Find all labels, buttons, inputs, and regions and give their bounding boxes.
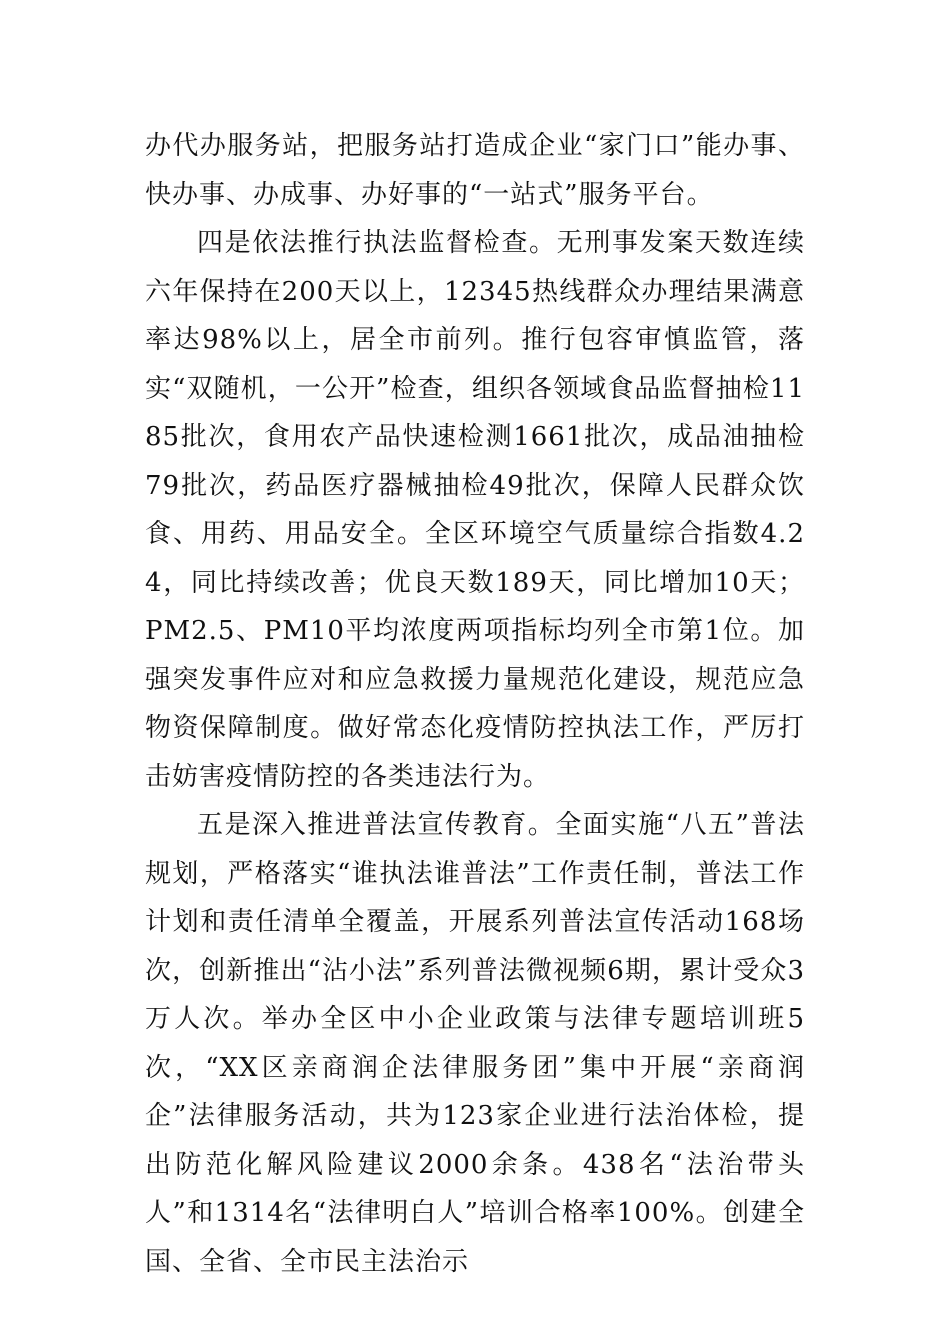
document-page: [145, 122, 805, 1286]
paragraph-law-enforcement-supervision: 四是依法推行执法监督检查。无刑事发案天数连续六年保持在200天以上，12345热线群众办理结果满意率达98%以上，居全市前列。推行包容审慎监管，落实“双随机，一公开”检查，组织各领域食品监督抽检1185批次，食用农产品快速检测1661批次，成品油抽检79批次，药品医疗器械抽检49批次，保障人民群众饮食、用药、用品安全。全区环境空气质量综合指数4.24，同比持续改善；优良天数189天，同比增加10天；PM2.5、PM10平均浓度两项指标均列全市第1位。加强突发事件应对和应急救援力量规范化建设，规范应急物资保障制度。做好常态化疫情防控执法工作，严厉打击妨害疫情防控的各类违法行为。: [145, 228, 805, 792]
paragraph-legal-education: 五是深入推进普法宣传教育。全面实施“八五”普法规划，严格落实“谁执法谁普法”工作责任制，普法工作计划和责任清单全覆盖，开展系列普法宣传活动168场次，创新推出“沾小法”系列普法微视频6期，累计受众3万人次。举办全区中小企业政策与法律专题培训班5次，“XX区亲商润企法律服务团”集中开展“亲商润企”法律服务活动，共为123家企业进行法治体检，提出防范化解风险建议2000余条。438名“法治带头人”和1314名“法律明白人”培训合格率100%。创建全国、全省、全市民主法治示: [145, 810, 805, 1277]
paragraph-service-station: 办代办服务站，把服务站打造成企业“家门口”能办事、快办事、办成事、办好事的“一站式”服务平台。: [145, 131, 805, 210]
